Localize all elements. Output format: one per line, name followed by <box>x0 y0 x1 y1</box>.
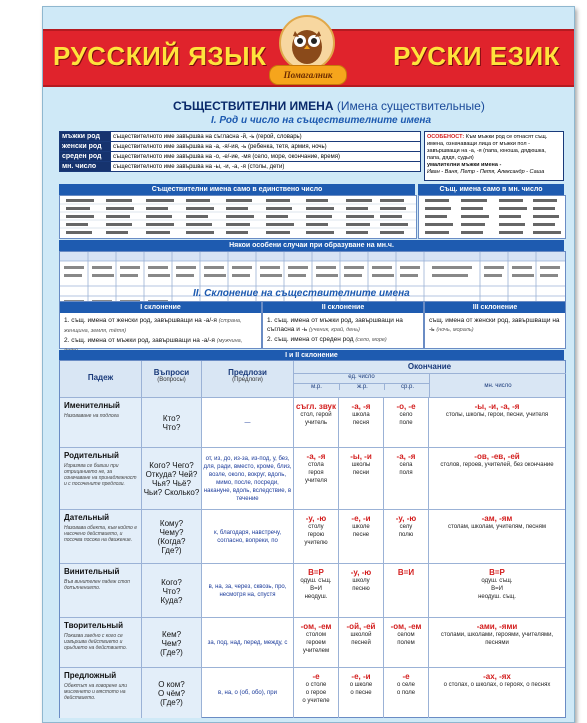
header-prepositions: Предлози (Предлоги) <box>202 361 294 397</box>
word-lines <box>60 196 416 238</box>
gender-row: женски род съществителното име завършва на -а, -я/-ия, -ь (ребенка, тетя, армия, ночь) <box>60 142 421 152</box>
owl-logo <box>265 15 349 89</box>
title-left: РУССКИЙ ЯЗЫК <box>53 41 267 71</box>
row-nominative: Именителный Назоваване на подлога Кто? Что? — съгл. звук стол, герой учитель -а, -я школа песня -о, -е село поле -ы, -и, -а, -я столы, школы, герои, песни, учителя <box>60 397 565 448</box>
special-bar: Някои особени случаи при образуване на мн.ч. <box>59 240 564 251</box>
plural-words <box>418 195 566 239</box>
declension-3: III склонение същ. имена от женски род, завършващи на -ь (ночь, мораль) <box>424 301 566 349</box>
plural-bar: Същ. имена само в мн. число <box>418 184 564 195</box>
declension-2-head: II склонение <box>263 302 423 313</box>
singular-bar: Съществителни имена само в единствено число <box>59 184 415 195</box>
case-table <box>59 360 566 718</box>
header-questions: Въпроси (Вопросы) <box>142 361 202 397</box>
table-title: I и II склонение <box>59 350 564 361</box>
gender-row: мъжки род съществителното име завършва на съгласна -й, -ь (герой, словарь) <box>60 132 421 142</box>
declension-1: I склонение 1. същ. имена от женски род, завършващи на -а/-я (страна, женщина, земля, тётя) 2. същ. имена от мъжки род, завършващи на -а/-я (мужчина, <box>59 301 262 349</box>
gender-row: мн. число съществителното име завършва на -ы, -и, -а, -я (столы, дети) <box>60 162 421 172</box>
declension-1-head: I склонение <box>60 302 261 313</box>
header-endings: Окончание ед. число мн. число м.р. ж.р. ср.р. <box>294 361 565 397</box>
gender-row: среден род съществителното име завършва на -о, -е/-ие, -мя (село, море, окончание, время) <box>60 152 421 162</box>
special-grid <box>60 252 565 308</box>
row-prepositional: Предложный Обектът на говорене или мисленето и мястото на действието. О ком? О чём? (Где?) в, на, о (об, обо), при -е о столе о герое о учителе -е, -и о школе о песне -е о селе о поле -ах, -ях о столах, о школах, о героях, о песнях <box>60 667 565 718</box>
header-case: Падеж <box>60 361 142 397</box>
declension-3-head: III склонение <box>425 302 565 313</box>
part2-title: II. Склонение на съществителните имена <box>193 288 410 299</box>
row-accusative: Винительный Във винителен падеж стоп допълнението. Кого? Что? Куда? в, на, за, через, сквозь, про, несмотря на, спустя В=Р одуш. същ. В=И неодуш. -у, -ю школу песню В=И В=Р одуш. същ. В=И неодуш. същ. <box>60 563 565 618</box>
poster <box>42 6 575 723</box>
row-instrumental: Творительный Показва заедно с кого се извършва действието и орьдието на действието. Кем? Чем? (Где?) за, под, над, перед, между, с -ом, -ем столом героем учителем -ой, -ей школой песней -ом, -ем селом полем -ами, -ями столами, школами, героями, учителями, песнями <box>60 617 565 668</box>
singular-words <box>59 195 417 239</box>
logo-badge: Помагалник <box>269 65 347 85</box>
declension-2: II склонение 1. същ. имена от мъжки род, завършващи на съгласна и -ь (ученик, край, день) 2. същ. имена от среден род (село, море) <box>262 301 424 349</box>
note-box: ОСОБЕНОСТ: Към мъжки род се отнасят същ. имена, означаващи лица от мъжки пол - завършващи на -а, -я (папа, юноша, дядюшка, папа, дядя, судья) умалителни мъжки имена - Иван - Ваня, Петр - Петя, Александр - Саша <box>424 131 564 181</box>
gender-table <box>59 131 421 172</box>
part1-title: I. Род и число на съществителните имена <box>211 115 432 126</box>
owl-icon <box>265 15 349 71</box>
section-title: СЪЩЕСТВИТЕЛНИ ИМЕНА (Имена существительные) <box>173 99 485 113</box>
word-lines <box>419 196 565 238</box>
title-right: РУСКИ ЕЗИК <box>393 41 560 71</box>
row-dative: Дательный Назовава обекта, към който е насочено действието, и посочва посока на движение. Кому? Чему? (Когда? Где?) к, благодаря, навстречу, согласно, вопреки, по -у, -ю столу герою учителю -е, -и школе песне -у, -ю селу полю -ам, -ям столам, школам, учителям, песням <box>60 509 565 564</box>
row-genitive: Родительный Изразява се бивши при отрицанието не, за означаване на принадлежност и с посочените предлози. Кого? Чего? Откуда? Чей? Чья? Чьё? Чьи? Сколько? от, из, до, из-за, из-под, у, без, для, ради, вместо, кроме, близ, возле, около, вокруг, вдоль, мимо, после, посреди, накануне, вдоль, вследствие, в течение -а, -я стола героя учителя -ы, -и школы песни -а, -я села поля -ов, -ев, -ей столов, героев, учителей, без окончание <box>60 447 565 510</box>
